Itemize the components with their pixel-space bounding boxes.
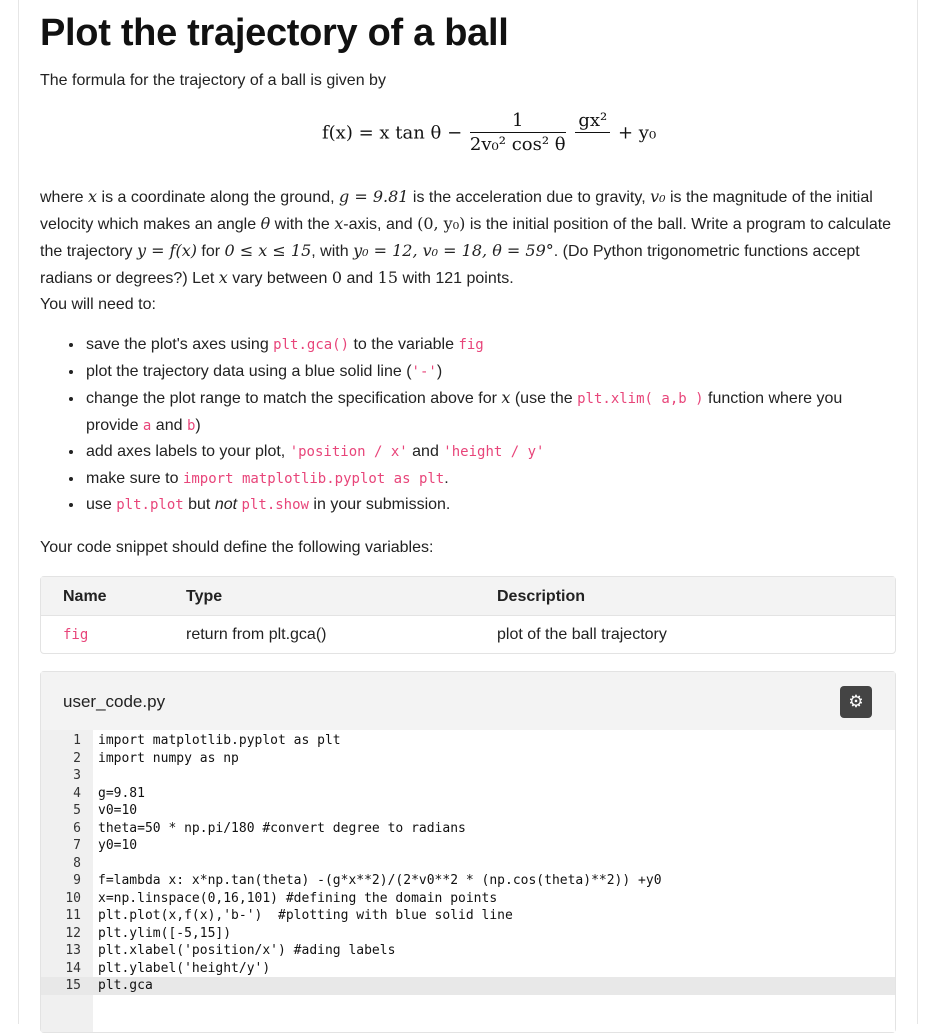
code-line[interactable]: 1 import matplotlib.pyplot as plt [73, 733, 341, 748]
code-line[interactable]: 3 [73, 768, 81, 783]
task-item-plot-not-show: • use plt.plot but not plt.show in your submission. [84, 492, 884, 519]
task-item-save-axes: • save the plot's axes using plt.gca() to the variable fig [84, 332, 884, 359]
task-item-axes-labels: • add axes labels to your plot, 'position / x' and 'height / y' [84, 439, 884, 466]
table-cell-description: plot of the ball trajectory [497, 626, 667, 643]
formula-lhs: f(x) = x tan θ − [322, 122, 463, 144]
editor-header [41, 672, 895, 731]
code-line[interactable]: 10 x=np.linspace(0,16,101) #defining the domain points [65, 890, 498, 906]
formula-fraction-1: $\frac{1}{\text{2v₀² cos² θ}}$ [469, 110, 566, 155]
gear-icon[interactable]: ⚙ [840, 686, 872, 718]
column-header-type: Type [186, 588, 223, 605]
task-item-plot-line: • plot the trajectory data using a blue solid line ('-') [84, 359, 884, 386]
table-cell-type: return from plt.gca() [186, 626, 327, 643]
task-list [60, 332, 884, 519]
page-title: Plot the trajectory of a ball [40, 12, 509, 54]
trajectory-formula [322, 110, 656, 157]
code-line[interactable]: 2 import numpy as np [73, 750, 239, 766]
code-line[interactable]: 4 g=9.81 [73, 785, 145, 801]
editor-filename: user_code.py [63, 692, 166, 711]
code-line[interactable]: 13 plt.xlabel('position/x') #ading labels [65, 943, 396, 958]
code-line[interactable]: 11 plt.plot(x,f(x),'b-') #plotting with blue solid line [65, 908, 513, 923]
code-line[interactable]: 6 theta=50 * np.pi/180 #convert degree to radians [73, 820, 466, 836]
code-line[interactable]: 8 [73, 855, 81, 871]
formula-fraction-2: gx² [575, 110, 610, 157]
variables-intro: Your code snippet should define the following variables: [40, 539, 434, 556]
table-header [41, 577, 895, 616]
formula-rhs: + y₀ [618, 122, 657, 144]
code-area[interactable] [41, 730, 895, 1032]
code-editor-panel [40, 671, 896, 1033]
variables-table [40, 576, 896, 654]
table-cell-name: fig [63, 627, 89, 643]
column-header-description: Description [497, 588, 586, 605]
column-header-name: Name [63, 588, 107, 605]
code-line[interactable]: 5 v0=10 [73, 803, 138, 818]
task-item-import: • make sure to import matplotlib.pyplot as plt. [84, 466, 884, 493]
code-line[interactable]: 7 y0=10 [73, 838, 138, 853]
description-paragraph: where x is a coordinate along the ground, g = 9.81 is the acceleration due to gravity, v₀ is the magnitude of the initial velocity which makes an angle θ with the x-axis, and (0, y₀) is the initial position of the ball. Write a program to calculate the trajectory y = f(x) for 0 ≤ x ≤ 15, with y₀ = 12, v₀ = 18, θ = 59°. (Do Python trigonometric functions accept radians or degrees?) Let x vary between 0 and 15 with 121 points. You will need to: [40, 187, 892, 313]
code-line[interactable]: 9 f=lambda x: x*np.tan(theta) -(g*x**2)/(2*v0**2 * (np.cos(theta)**2)) +y0 [73, 873, 662, 888]
code-line[interactable]: 14 plt.ylabel('height/y') [65, 960, 271, 976]
task-item-plot-range: • change the plot range to match the specification above for x (use the plt.xlim( a,b ) function where you provide a and b) [84, 385, 884, 439]
code-line[interactable]: 12 plt.ylim([-5,15]) [65, 925, 232, 941]
intro-text: The formula for the trajectory of a ball is given by [40, 72, 386, 89]
code-line-current[interactable]: 15 plt.gca [41, 977, 895, 995]
